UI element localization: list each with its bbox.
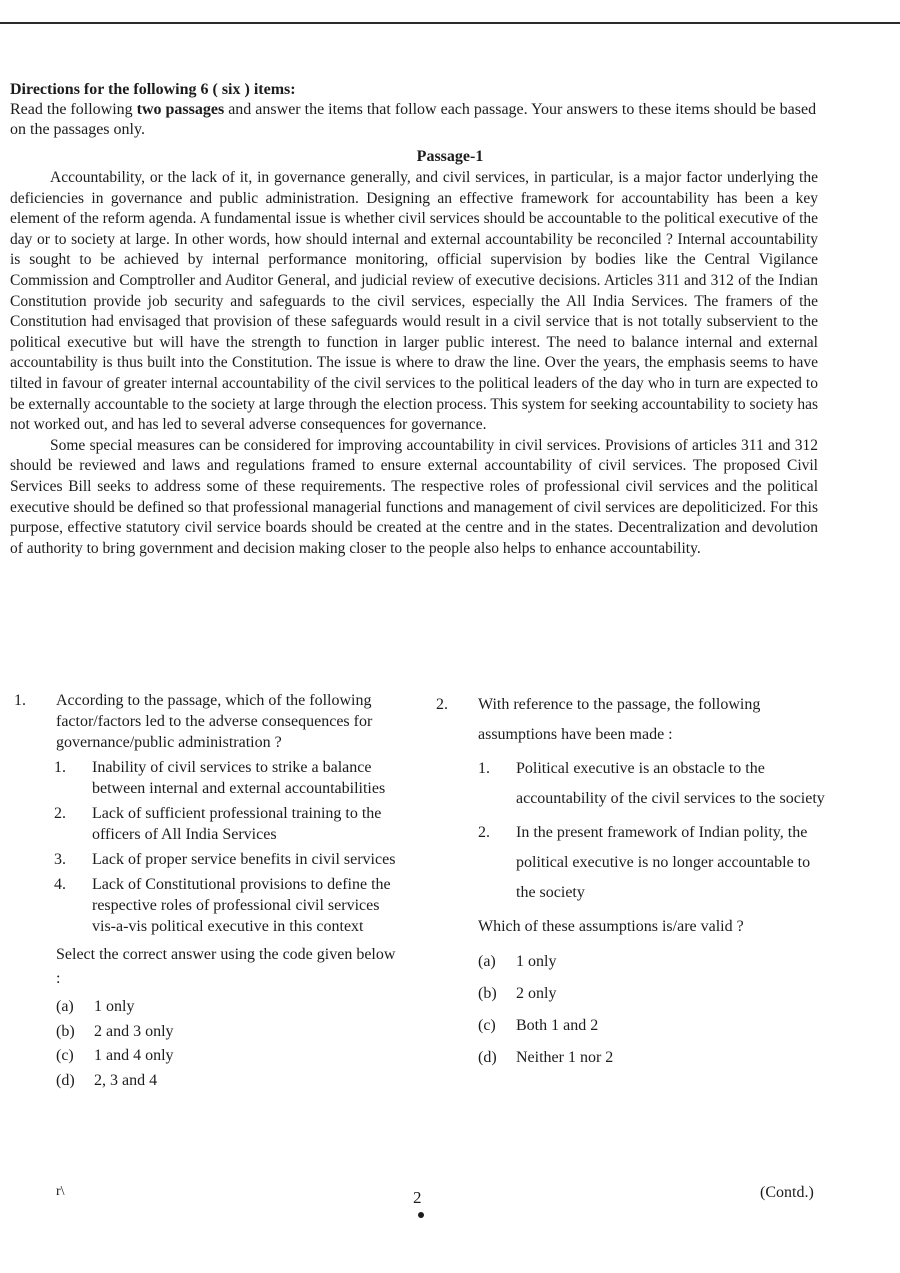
option-label: (c) xyxy=(56,1047,74,1064)
answer-option[interactable] xyxy=(478,978,828,1010)
option-text: 1 and 4 only xyxy=(94,1047,174,1064)
passage-paragraph-2: Some special measures can be considered for improving accountability in civil services. Provisions of articles 311 and 312 should be reviewed and laws and regulations framed to ensure external accountability of civil services. The proposed Civil Services Bill seeks to address some of these requirements. The respective roles of professional civil services and the political executive should be defined so that professional managerial functions and management of civil services are depoliticized. For this purpose, effective statutory civil service boards should be created at the centre and in the states. Decentralization and devolution of authority to bring government and decision making closer to the people also helps to enhance accountability. xyxy=(10,436,818,557)
question-1-statements xyxy=(54,757,402,937)
statement-number: 4. xyxy=(54,876,66,893)
statement-number: 1. xyxy=(478,760,490,777)
statement-number: 2. xyxy=(54,805,66,822)
option-label: (b) xyxy=(478,985,497,1002)
question-2 xyxy=(436,690,828,1074)
option-text: 2, 3 and 4 xyxy=(94,1071,158,1089)
passage-body xyxy=(10,168,818,559)
option-label: (a) xyxy=(478,953,496,970)
option-text: 1 only xyxy=(516,953,557,970)
option-text: Both 1 and 2 xyxy=(516,1017,599,1034)
question-1-number: 1. xyxy=(14,692,26,709)
answer-option[interactable] xyxy=(56,1044,402,1069)
directions-text-end: and answer the items that follow each passage. Your answers to these items should be based on the passages only. xyxy=(10,101,817,138)
statement xyxy=(54,757,402,799)
passage-title: Passage-1 xyxy=(416,148,484,165)
answer-option[interactable] xyxy=(56,1069,402,1094)
directions-heading: Directions for the following 6 ( six ) items: xyxy=(10,81,296,98)
passage-paragraph-1: Accountability, or the lack of it, in governance generally, and civil services, in particular, is a major factor underlying the deficiencies in governance and public administration. Designing an effective framework for accountability has been a key element of the reform agenda. A fundamental issue is whether civil services should be accountable to the political executive of the day or to society at large. In other words, how should internal and external accountability be reconciled ? Internal accountability is sought to be achieved by internal performance monitoring, official supervision by bodies like the Central Vigilance Commission and Comptroller and Auditor General, and judicial review of executive decisions. Articles 311 and 312 of the Indian Constitution provide job security and safeguards to the civil services, especially the All India Services. The framers of the Constitution had envisaged that provision of these safeguards would result in a civil service that is not totally subservient to the political executive but will have the strength to function in larger public interest. The need to balance internal and external accountability is thus built into the Constitution. The issue is where to draw the line. Over the years, the emphasis seems to have tilted in favour of greater internal accountability of the civil services to the political leaders of the day who in turn are expected to be externally accountable to the society at large through the election process. This system for seeking accountability to society has not worked out, and has led to several adverse consequences for governance. xyxy=(10,169,818,434)
option-text: 2 and 3 only xyxy=(94,1022,174,1040)
question-2-statements xyxy=(478,754,828,908)
statement xyxy=(54,874,402,937)
question-2-options xyxy=(478,946,828,1074)
statement xyxy=(478,818,828,908)
question-2-number: 2. xyxy=(436,696,448,713)
statement-number: 2. xyxy=(478,824,490,841)
top-rule xyxy=(0,22,900,24)
continued-label: (Contd.) xyxy=(760,1184,814,1201)
directions-block xyxy=(10,80,818,140)
question-1-text: According to the passage, which of the following factor/factors led to the adverse consequences for governance/public administration ? xyxy=(56,692,373,751)
statement-text: Lack of proper service benefits in civil services xyxy=(92,851,396,868)
option-text: Neither 1 nor 2 xyxy=(516,1049,614,1066)
answer-option[interactable] xyxy=(56,1020,402,1045)
statement-text: In the present framework of Indian polity, the political executive is no longer accountable to the society xyxy=(516,824,811,901)
page-number: 2 xyxy=(413,1188,422,1207)
statement xyxy=(54,803,402,845)
footer-mark: r\ xyxy=(56,1184,65,1199)
statement xyxy=(478,754,828,814)
directions-text-start: Read the following xyxy=(10,101,137,118)
statement-text: Inability of civil services to strike a balance between internal and external accountabilities xyxy=(92,759,386,797)
question-1-stem xyxy=(14,690,402,753)
option-text: 2 only xyxy=(516,985,557,1002)
question-1-options xyxy=(56,995,402,1093)
answer-option[interactable] xyxy=(478,946,828,978)
question-2-stem xyxy=(436,690,828,750)
option-label: (d) xyxy=(478,1049,497,1066)
option-label: (a) xyxy=(56,998,74,1015)
statement xyxy=(54,849,402,870)
statement-text: Political executive is an obstacle to the accountability of the civil services to the society xyxy=(516,760,825,807)
option-label: (d) xyxy=(56,1071,75,1089)
option-label: (c) xyxy=(478,1017,496,1034)
question-2-text: With reference to the passage, the following assumptions have been made : xyxy=(478,696,761,743)
question-1-instruction: Select the correct answer using the code given below : xyxy=(56,946,396,987)
question-2-instruction: Which of these assumptions is/are valid ? xyxy=(478,918,744,935)
answer-option[interactable] xyxy=(478,1010,828,1042)
option-text: 1 only xyxy=(94,998,135,1015)
option-label: (b) xyxy=(56,1022,75,1040)
question-1 xyxy=(14,690,402,1093)
statement-text: Lack of sufficient professional training to the officers of All India Services xyxy=(92,805,382,843)
page-dot xyxy=(418,1212,424,1218)
directions-text-bold: two passages xyxy=(136,101,225,118)
answer-option[interactable] xyxy=(478,1042,828,1074)
statement-text: Lack of Constitutional provisions to define the respective roles of professional civil services vis-a-vis political executive in this context xyxy=(92,876,391,935)
answer-option[interactable] xyxy=(56,995,402,1020)
statement-number: 1. xyxy=(54,759,66,776)
statement-number: 3. xyxy=(54,851,66,868)
